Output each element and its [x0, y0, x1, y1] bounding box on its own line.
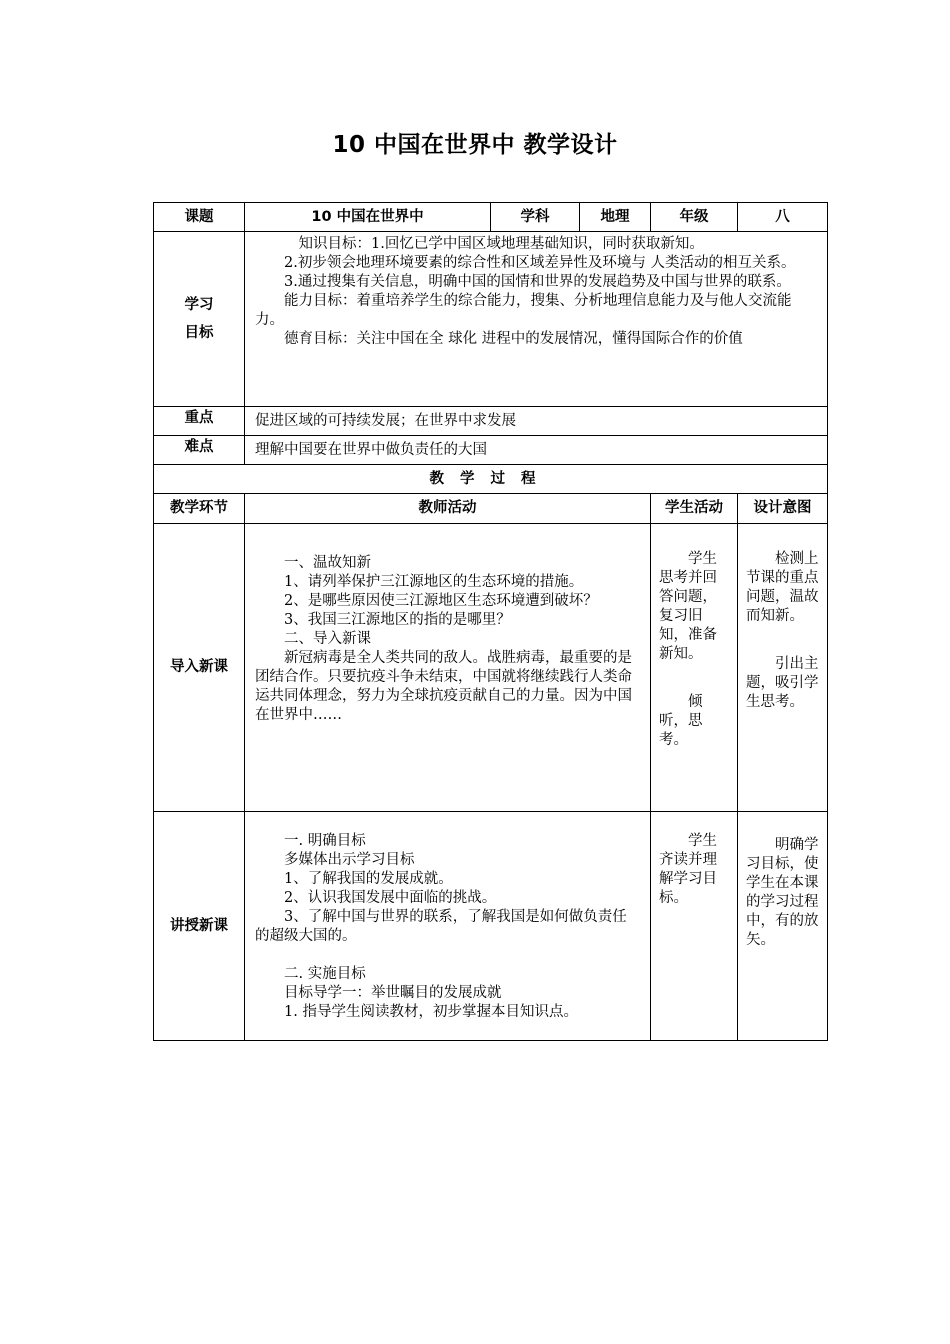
- objectives-label-line1: 学习: [184, 297, 214, 313]
- teaching-teacher-line: 1. 指导学生阅读教材，初步掌握本目知识点。: [284, 1004, 578, 1020]
- teaching-teacher-line: 2、认识我国发展中面临的挑战。: [284, 890, 497, 906]
- objectives-content: [245, 232, 828, 407]
- teaching-row: [154, 812, 828, 1041]
- teaching-student-text: 学生齐读并理解学习目标。: [659, 833, 717, 906]
- intro-student-text: 倾听，思考。: [659, 694, 703, 748]
- process-heading-row: [154, 465, 828, 494]
- intro-row: [154, 524, 828, 812]
- intro-teacher-line: 新冠病毒是全人类共同的敌人。战胜病毒，最重要的是团结合作。只要抗疫斗争未结束，中国就将继续践行人类命运共同体理念，努力为全球抗疫贡献自己的力量。因为中国在世界中……: [255, 650, 632, 723]
- intro-teacher-line: 2、是哪些原因使三江源地区生态环境遭到破坏？: [284, 593, 598, 609]
- intro-teacher-line: 1、请列举保护三江源地区的生态环境的措施。: [284, 574, 584, 590]
- intro-intent-text: 引出主题，吸引学生思考。: [746, 656, 819, 710]
- col-intent: 设计意图: [738, 494, 828, 524]
- key-point-value: 促进区域的可持续发展；在世界中求发展: [245, 407, 828, 436]
- grade-label: 年级: [651, 203, 738, 232]
- objective-knowledge-2: 2.初步领会地理环境要素的综合性和区域差异性及环境与 人类活动的相互关系。: [284, 255, 796, 271]
- teaching-teacher-line: 一. 明确目标: [284, 833, 366, 849]
- process-columns-row: [154, 494, 828, 524]
- intro-teacher-line: 一、温故知新: [284, 555, 371, 571]
- teaching-intent-text: 明确学习目标，使学生在本课的学习过程中，有的放矢。: [746, 837, 819, 948]
- key-point-label: 重点: [154, 407, 245, 436]
- objectives-label: [154, 232, 245, 407]
- intro-teacher: [245, 524, 651, 812]
- lesson-plan-table: [153, 202, 828, 1041]
- objectives-row: [154, 232, 828, 407]
- topic-value: 10 中国在世界中: [245, 203, 491, 232]
- subject-value: 地理: [580, 203, 651, 232]
- intro-intent-text: 检测上节课的重点问题，温故而知新。: [746, 551, 819, 624]
- col-teacher: 教师活动: [245, 494, 651, 524]
- objective-ability: 能力目标：着重培养学生的综合能力，搜集、分析地理信息能力及与他人交流能力。: [255, 293, 792, 328]
- intro-teacher-line: 3、我国三江源地区的指的是哪里？: [284, 612, 511, 628]
- subject-label: 学科: [491, 203, 580, 232]
- difficulty-label: 难点: [154, 436, 245, 465]
- process-heading-text: 教学过程: [429, 470, 552, 487]
- process-heading: [154, 465, 828, 494]
- teaching-teacher-line: 二. 实施目标: [284, 966, 366, 982]
- objectives-label-line2: 目标: [184, 325, 214, 341]
- intro-teacher-line: 二、导入新课: [284, 631, 371, 647]
- teaching-teacher-line: 3、了解中国与世界的联系，了解我国是如何做负责任的超级大国的。: [255, 909, 627, 944]
- info-row: [154, 203, 828, 232]
- difficulty-row: [154, 436, 828, 465]
- teaching-stage: 讲授新课: [154, 812, 245, 1041]
- col-student: 学生活动: [651, 494, 738, 524]
- teaching-intent: [738, 812, 828, 1041]
- objective-knowledge-3: 3.通过搜集有关信息，明确中国的国情和世界的发展趋势及中国与世界的联系。: [284, 274, 791, 290]
- difficulty-value: 理解中国要在世界中做负责任的大国: [245, 436, 828, 465]
- grade-value: 八: [738, 203, 828, 232]
- intro-student: [651, 524, 738, 812]
- teaching-teacher-line: 多媒体出示学习目标: [284, 852, 415, 868]
- objective-moral: 德育目标：关注中国在全 球化 进程中的发展情况，懂得国际合作的价值: [284, 331, 743, 347]
- intro-intent: [738, 524, 828, 812]
- key-point-row: [154, 407, 828, 436]
- objective-knowledge: 知识目标：1.回忆已学中国区域地理基础知识，同时获取新知。: [298, 236, 704, 252]
- col-stage: 教学环节: [154, 494, 245, 524]
- teaching-teacher-line: 1、了解我国的发展成就。: [284, 871, 453, 887]
- intro-student-text: 学生思考并回答问题，复习旧知，准备新知。: [659, 551, 717, 662]
- teaching-teacher: [245, 812, 651, 1041]
- intro-stage: 导入新课: [154, 524, 245, 812]
- teaching-teacher-line: 目标导学一：举世瞩目的发展成就: [284, 985, 502, 1001]
- document-title: 10 中国在世界中 教学设计: [332, 132, 618, 158]
- topic-label: 课题: [154, 203, 245, 232]
- teaching-student: [651, 812, 738, 1041]
